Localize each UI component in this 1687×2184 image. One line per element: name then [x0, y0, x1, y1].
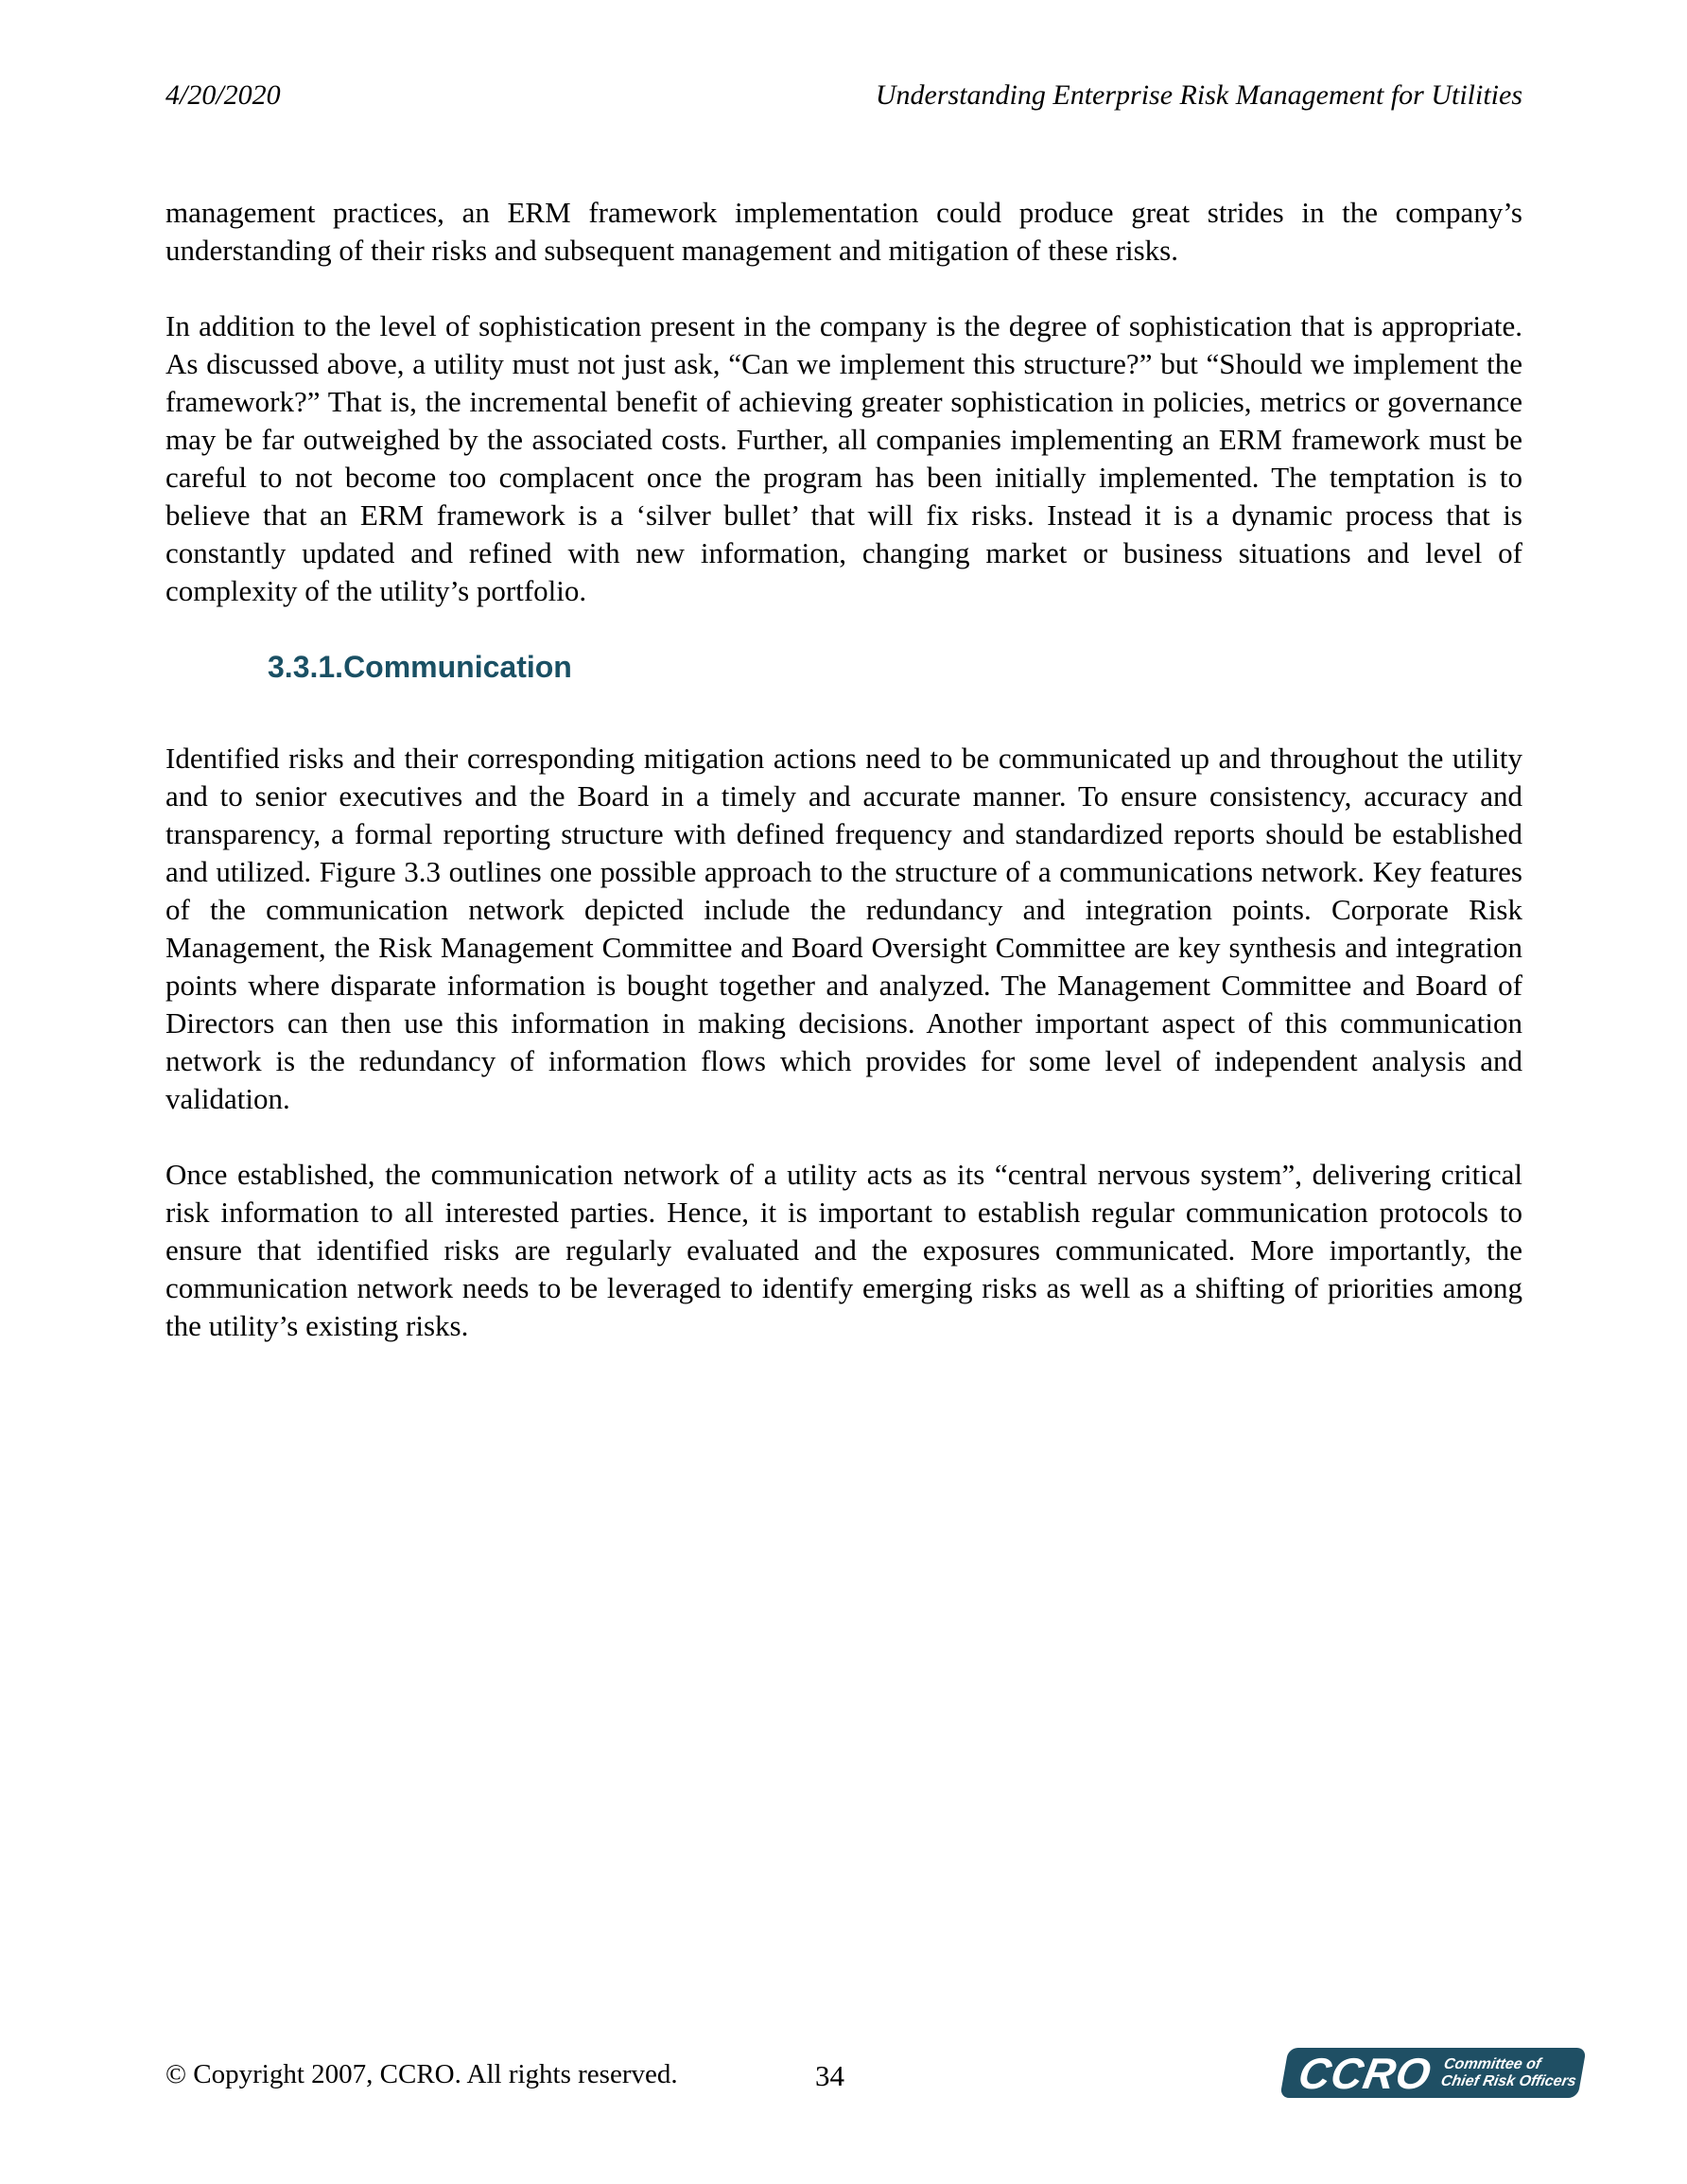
page-header — [165, 79, 1522, 113]
ccro-logo-acronym: CCRO — [1295, 2048, 1436, 2098]
section-heading-communication: 3.3.1.Communication — [268, 650, 572, 684]
ccro-tagline-line2: Chief Risk Officers — [1439, 2072, 1578, 2089]
page-number: 34 — [815, 2059, 844, 2092]
paragraph-3: Identified risks and their corresponding mitigation actions need to be communicated up and throughout the utility and to senior executives and the Board in a timely and accurate manner. To ensure consistency, accuracy and transparency, a formal reporting structure with defined frequency and standardized reports should be established and utilized. Figure 3.3 outlines one possible approach to the structure of a communications network. Key features of the communication network depicted include the redundancy and integration points. Corporate Risk Management, the Risk Management Committee and Board Oversight Committee are key synthesis and integration points where disparate information is bought together and analyzed. The Management Committee and Board of Directors can then use this information in making decisions. Another important aspect of this communication network is the redundancy of information flows which provides for some level of independent analysis and validation. — [165, 742, 1522, 1115]
copyright-notice: © Copyright 2007, CCRO. All rights reserved. — [165, 2059, 678, 2089]
ccro-logo — [1279, 2048, 1586, 2098]
ccro-logo-tagline — [1439, 2056, 1580, 2090]
paragraph-4: Once established, the communication network of a utility acts as its “central nervous system”, delivering critical risk information to all interested parties. Hence, it is important to establish regular communication protocols to ensure that identified risks are regularly evaluated and the exposures communicated. More importantly, the communication network needs to be leveraged to identify emerging risks as well as a shifting of priorities among the utility’s existing risks. — [165, 1158, 1522, 1342]
paragraph-1: management practices, an ERM framework implementation could produce great strides in the company’s understanding of their risks and subsequent management and mitigation of these risks. — [165, 196, 1522, 267]
document-body — [165, 194, 1522, 1383]
paragraph-2: In addition to the level of sophistication present in the company is the degree of sophistication that is appropriate. As discussed above, a utility must not just ask, “Can we implement this structure?” but “Should we implement the framework?” That is, the incremental benefit of achieving greater sophistication in policies, metrics or governance may be far outweighed by the associated costs. Further, all companies implementing an ERM framework must be careful to not become too complacent once the program has been initially implemented. The temptation is to believe that an ERM framework is a ‘silver bullet’ that will fix risks. Instead it is a dynamic process that is constantly updated and refined with new information, changing market or business situations and level of complexity of the utility’s portfolio. — [165, 309, 1522, 607]
header-title: Understanding Enterprise Risk Management for Utilities — [875, 79, 1522, 111]
header-date: 4/20/2020 — [165, 79, 281, 111]
ccro-tagline-line1: Committee of — [1442, 2055, 1542, 2072]
